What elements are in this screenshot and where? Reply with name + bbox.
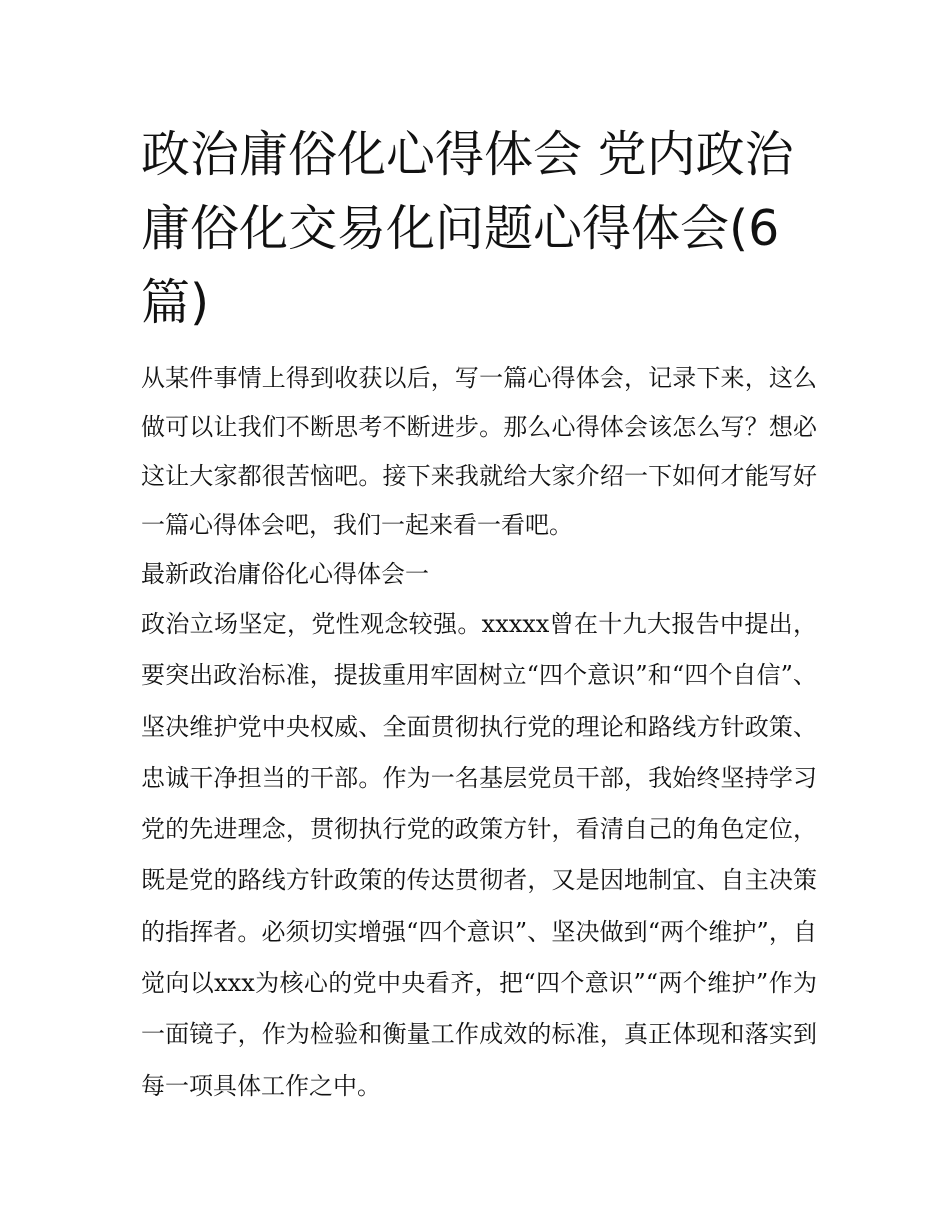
section-body-paragraph: 政治立场坚定，党性观念较强。xxxxx曾在十九大报告中提出，要突出政治标准，提拔重用牢固树立“四个意识”和“四个自信”、坚决维护党中央权威、全面贯彻执行党的理论和路线方针政策、忠诚干净担当的干部。作为一名基层党员干部，我始终坚持学习党的先进理念，贯彻执行党的政策方针，看清自己的角色定位，既是党的路线方针政策的传达贯彻者，又是因地制宜、自主决策的指挥者。必须切实增强“四个意识”、坚决做到“两个维护”，自觉向以xxx为核心的党中央看齐，把“四个意识”“两个维护”作为一面镜子，作为检验和衡量工作成效的标准，真正体现和落实到每一项具体工作之中。 (141, 610, 817, 1100)
intro-paragraph: 从某件事情上得到收获以后，写一篇心得体会，记录下来，这么做可以让我们不断思考不断进步。那么心得体会该怎么写？想必这让大家都很苦恼吧。接下来我就给大家介绍一下如何才能写好一篇心得体会吧，我们一起来看一看吧。 (141, 364, 817, 539)
section-heading: 最新政治庸俗化心得体会一 (141, 560, 429, 588)
document-page (141, 118, 817, 1112)
document-title: 政治庸俗化心得体会 党内政治庸俗化交易化问题心得体会(6篇) (141, 126, 794, 331)
